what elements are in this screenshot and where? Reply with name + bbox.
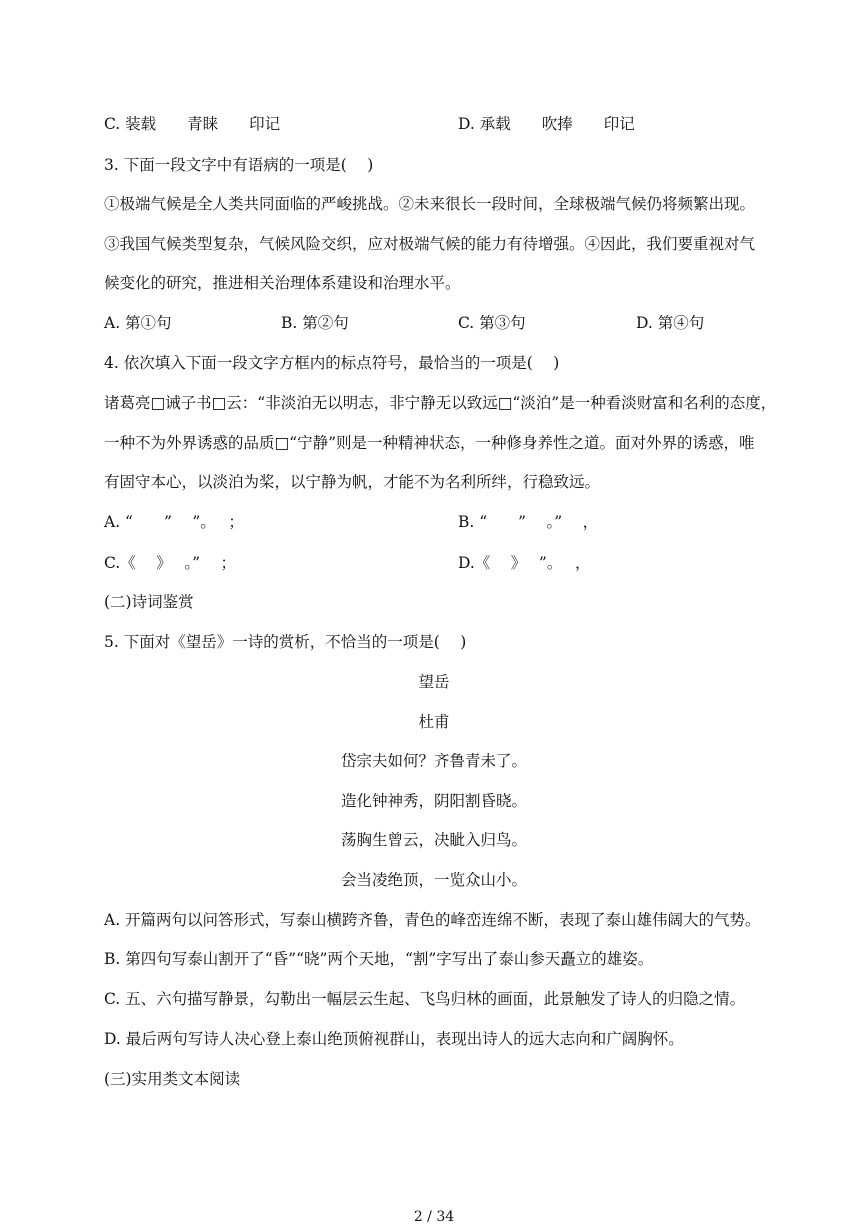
q5-stem: 5. 下面对《望岳》一诗的赏析，不恰当的一项是( ) — [104, 633, 467, 651]
q4-passage-line: 有固守本心，以淡泊为桨，以宁静为帆，才能不为名利所绊，行稳致远。 — [104, 473, 601, 491]
q3-passage-line: 候变化的研究，推进相关治理体系建设和治理水平。 — [104, 274, 461, 292]
q3-option-a: A. 第①句 — [104, 314, 172, 332]
q4-stem: 4. 依次填入下面一段文字方框内的标点符号，最恰当的一项是( ) — [104, 354, 560, 372]
poem-line: 荡胸生曾云，决眦入归鸟。 — [340, 831, 527, 849]
poem-line: 造化钟神秀，阴阳割昏晓。 — [340, 792, 527, 810]
q4-option-a: A. “ ” ”。 ； — [104, 513, 244, 531]
q2-option-c: C. 装载 青睐 印记 — [104, 115, 281, 133]
section-heading-poetry: (二)诗词鉴赏 — [104, 593, 194, 611]
q5-option-b: B. 第四句写泰山割开了“昏”“晓”两个天地，“割”字写出了泰山参天矗立的雄姿。 — [104, 950, 654, 968]
q4-passage-line: 一种不为外界诱惑的品质□“宁静”则是一种精神状态，一种修身养性之道。面对外界的诱惑，唯 — [104, 434, 755, 452]
q4-option-c: C.《 》 。” ； — [104, 554, 236, 572]
q3-option-c: C. 第③句 — [458, 314, 526, 332]
q4-option-d: D.《 》 ”。 ， — [458, 554, 591, 572]
q2-option-d: D. 承载 吹捧 印记 — [458, 115, 635, 133]
q3-option-d: D. 第④句 — [636, 314, 705, 332]
poem-line: 会当凌绝顶，一览众山小。 — [340, 871, 527, 889]
q3-passage-line: ③我国气候类型复杂，气候风险交织，应对极端气候的能力有待增强。④因此，我们要重视对气 — [104, 235, 756, 253]
q4-option-b: B. “ ” 。” ， — [458, 513, 599, 531]
q3-option-b: B. 第②句 — [281, 314, 349, 332]
poem-line: 岱宗夫如何？齐鲁青未了。 — [340, 752, 527, 770]
q3-stem: 3. 下面一段文字中有语病的一项是( ) — [104, 156, 374, 174]
q3-passage-line: ①极端气候是全人类共同面临的严峻挑战。②未来很长一段时间，全球极端气候仍将频繁出现。 — [104, 195, 756, 213]
q5-option-d: D. 最后两句写诗人决心登上泰山绝顶俯视群山，表现出诗人的远大志向和广阔胸怀。 — [104, 1030, 684, 1048]
q4-passage-line: 诸葛亮□诫子书□云：“非淡泊无以明志，非宁静无以致远□“淡泊”是一种看淡财富和名利的态度， — [104, 394, 777, 412]
q5-option-c: C. 五、六句描写静景，勾勒出一幅层云生起、飞鸟归林的画面，此景触发了诗人的归隐之情。 — [104, 990, 746, 1008]
poem-author: 杜甫 — [418, 713, 450, 731]
page-number: 2 / 34 — [413, 1209, 455, 1225]
poem-title: 望岳 — [418, 673, 450, 691]
section-heading-practical-reading: (三)实用类文本阅读 — [104, 1070, 241, 1088]
q5-option-a: A. 开篇两句以问答形式，写泰山横跨齐鲁，青色的峰峦连绵不断，表现了泰山雄伟阔大的气势。 — [104, 911, 761, 929]
